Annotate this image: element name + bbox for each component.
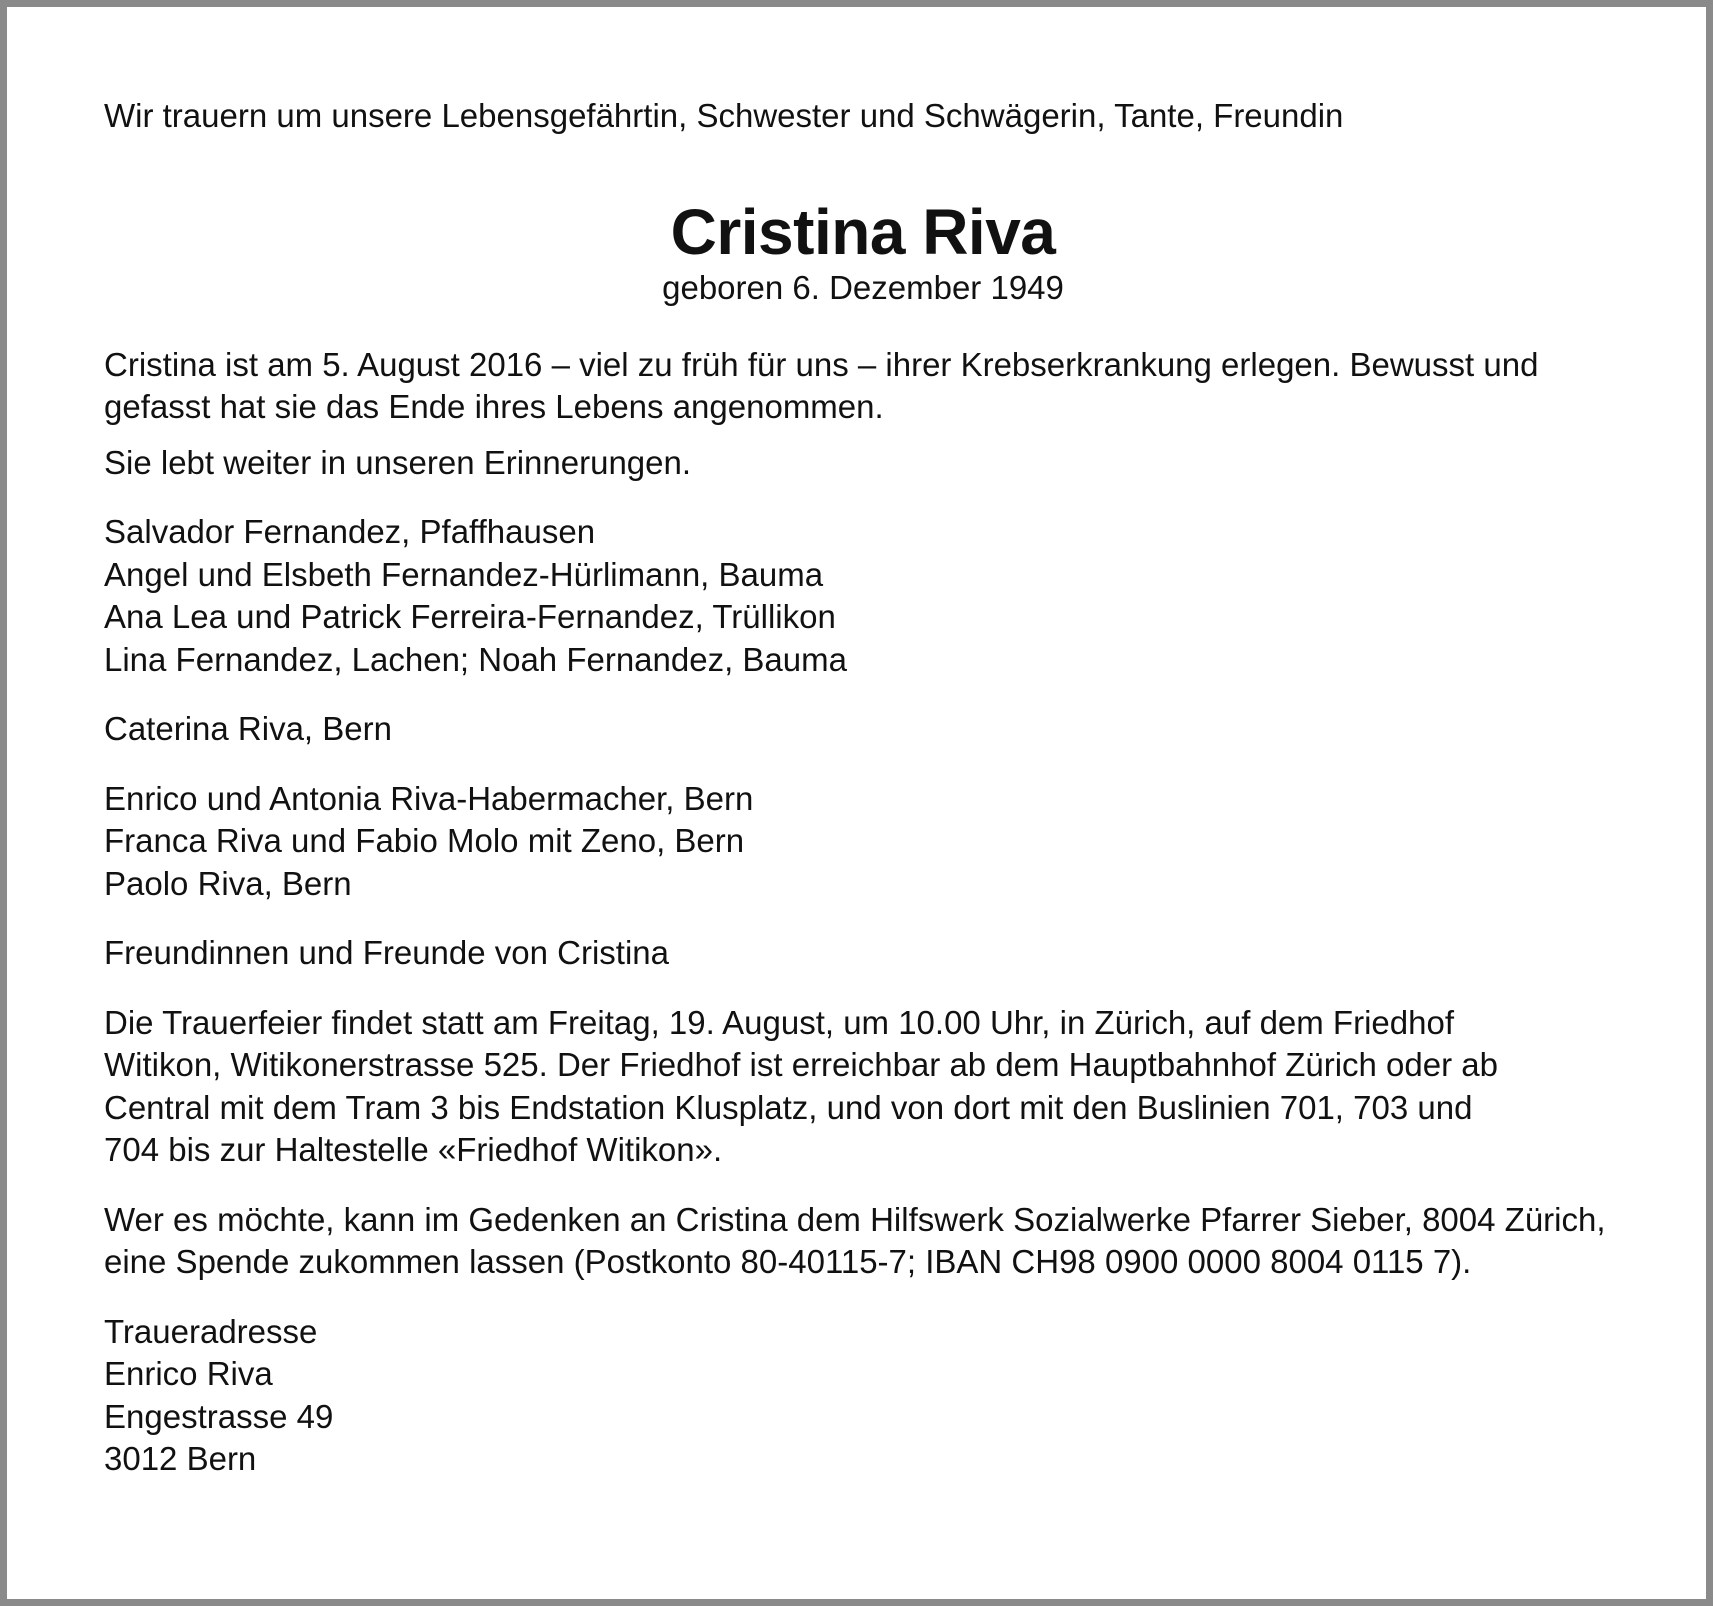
mourners-group-1: [104, 511, 1644, 681]
mourner-line: Ana Lea und Patrick Ferreira-Fernandez, Trüllikon: [104, 598, 836, 635]
deceased-name: Cristina Riva: [670, 195, 1056, 268]
intro-line: Wir trauern um unsere Lebensgefährtin, Schwester und Schwägerin, Tante, Freundin: [104, 97, 1344, 134]
donation-line: Wer es möchte, kann im Gedenken an Cristina dem Hilfswerk Sozialwerke Pfarrer Sieber, 8004 Zürich,: [104, 1200, 1606, 1238]
message-line: gefasst hat sie das Ende ihres Lebens angenommen.: [104, 388, 884, 425]
mourners-group-4: [104, 932, 1644, 975]
donation-line: eine Spende zukommen lassen (Postkonto 80-40115-7; IBAN CH98 0900 0000 8004 0115 7).: [104, 1243, 1472, 1280]
mourning-address: [104, 1311, 1644, 1481]
ceremony-paragraph: [104, 1002, 1644, 1172]
address-street: Engestrasse 49: [104, 1397, 334, 1435]
mourners-group-3: [104, 778, 1644, 906]
ceremony-line: Central mit dem Tram 3 bis Endstation Klusplatz, und von dort mit den Buslinien 701, 703 und: [104, 1088, 1473, 1126]
address-label: Traueradresse: [104, 1312, 318, 1350]
mourner-line: Salvador Fernandez, Pfaffhausen: [104, 513, 596, 550]
name-block: [104, 196, 1622, 308]
notice-content: [104, 95, 1644, 1481]
ceremony-line: Die Trauerfeier findet statt am Freitag, 19. August, um 10.00 Uhr, in Zürich, auf dem Friedhof: [104, 1003, 1454, 1041]
ceremony-line: Witikon, Witikonerstrasse 525. Der Friedhof ist erreichbar ab dem Hauptbahnhof Zürich oder ab: [104, 1046, 1498, 1083]
mourner-line: Caterina Riva, Bern: [104, 710, 392, 747]
mourner-line: Freundinnen und Freunde von Cristina: [104, 934, 670, 971]
mourner-line: Angel und Elsbeth Fernandez-Hürlimann, Bauma: [104, 555, 824, 593]
message-paragraph: [104, 344, 1644, 429]
message-line: Cristina ist am 5. August 2016 – viel zu früh für uns – ihrer Krebserkrankung erlegen. Bewusst und: [104, 345, 1539, 383]
memory-line: Sie lebt weiter in unseren Erinnerungen.: [104, 443, 692, 481]
mourner-line: Paolo Riva, Bern: [104, 864, 352, 902]
address-city: 3012 Bern: [104, 1440, 257, 1477]
birth-date: geboren 6. Dezember 1949: [662, 268, 1064, 306]
ceremony-line: 704 bis zur Haltestelle «Friedhof Witikon».: [104, 1131, 723, 1168]
address-name: Enrico Riva: [104, 1355, 273, 1392]
donation-paragraph: [104, 1199, 1644, 1284]
mourner-line: Lina Fernandez, Lachen; Noah Fernandez, Bauma: [104, 640, 847, 678]
mourner-line: Enrico und Antonia Riva-Habermacher, Bern: [104, 779, 754, 817]
mourner-line: Franca Riva und Fabio Molo mit Zeno, Bern: [104, 822, 745, 859]
mourners-group-2: [104, 708, 1644, 751]
